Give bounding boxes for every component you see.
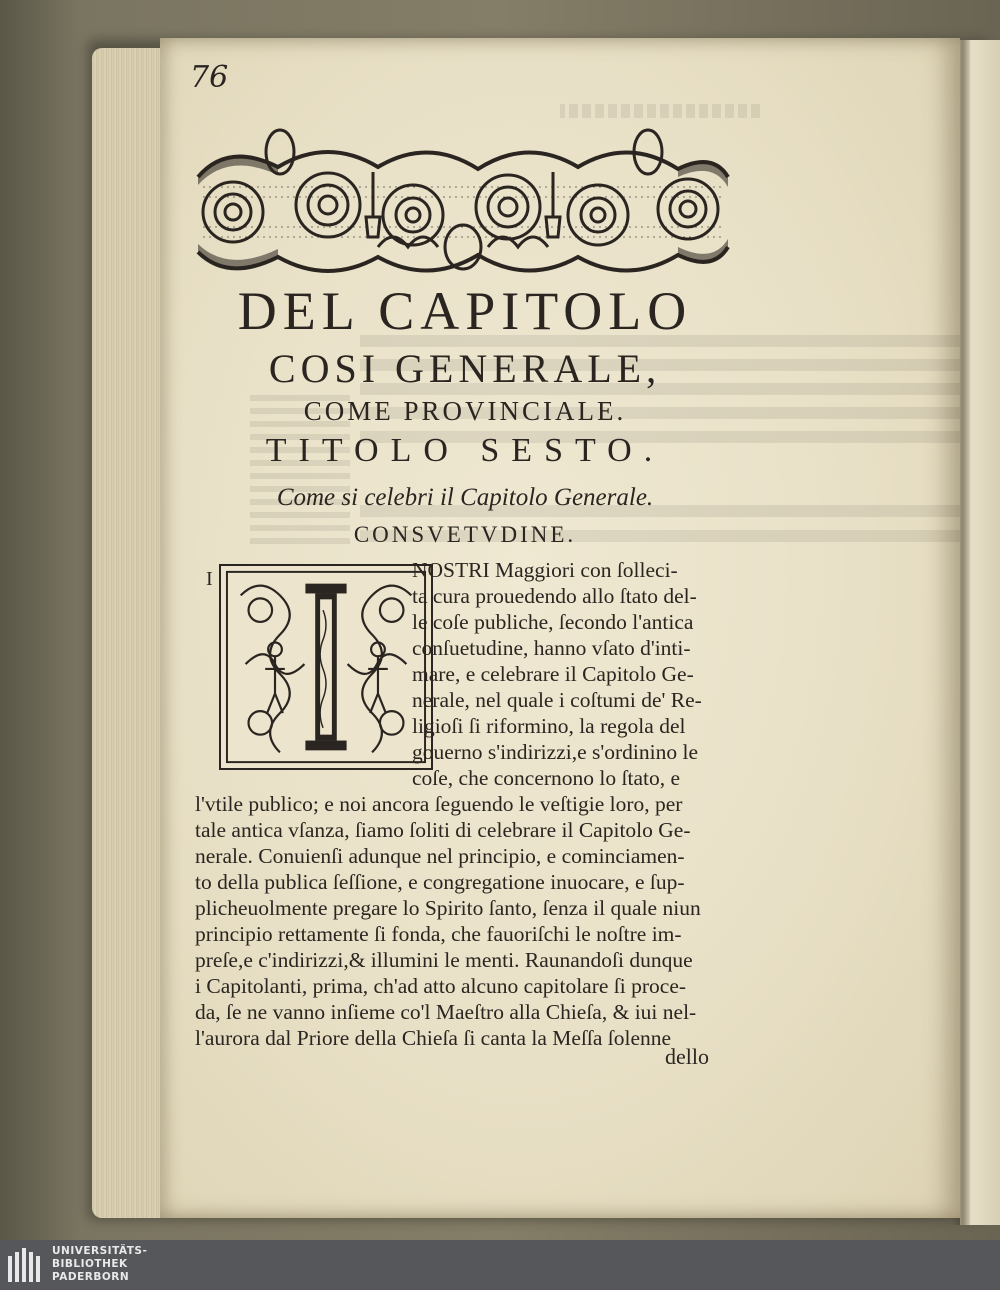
- body-line: nerale. Conuienſi adunque nel principio, e cominciamen-: [195, 844, 685, 868]
- body-line: tale antica vſanza, ſiamo ſoliti di celebrare il Capitolo Ge-: [195, 818, 691, 842]
- paragraph-number: I: [206, 568, 213, 590]
- decorated-initial-I: [219, 564, 433, 770]
- library-name-line-2: BIBLIOTHEK: [52, 1258, 128, 1270]
- body-line: l'aurora dal Priore della Chieſa ſi canta la Meſſa ſolenne: [195, 1026, 672, 1050]
- title-line-2: COSI GENERALE,: [268, 346, 662, 391]
- catchword: dello: [665, 1044, 709, 1069]
- library-name-line-3: PADERBORN: [52, 1271, 130, 1283]
- chapter-subtitle: Come si celebri il Capitolo Generale.: [276, 484, 654, 511]
- page-number: 76: [190, 60, 229, 95]
- body-line: l'vtile publico; e noi ancora ſeguendo le veſtigie loro, per: [195, 792, 683, 816]
- body-line: to della publica ſeſſione, e congregatione inuocare, e ſup-: [195, 870, 685, 894]
- body-line: ta cura prouedendo allo ſtato del-: [412, 584, 697, 608]
- title-line-1: DEL CAPITOLO: [237, 281, 693, 341]
- body-line: le coſe publiche, ſecondo l'antica: [412, 610, 694, 634]
- body-line: conſuetudine, hanno vſato d'inti-: [412, 636, 691, 660]
- body-line: plicheuolmente pregare lo Spirito ſanto, ſenza il quale niun: [195, 896, 701, 920]
- body-line: nerale, nel quale i coſtumi de' Re-: [412, 688, 702, 712]
- body-line: i Capitolanti, prima, ch'ad atto alcuno capitolare ſi proce-: [195, 974, 687, 998]
- library-name: [52, 1245, 147, 1284]
- library-logo-icon: [6, 1246, 42, 1286]
- title-line-4: TITOLO SESTO.: [265, 432, 665, 469]
- library-footer: [0, 1240, 1000, 1290]
- body-line: preſe,e c'indirizzi,& illumini le menti. Raunandoſi dunque: [195, 948, 693, 972]
- body-line: coſe, che concernono lo ſtato, e: [412, 766, 681, 790]
- section-heading: CONSVETVDINE.: [353, 522, 577, 547]
- body-line: principio rettamente ſi fonda, che fauoriſchi le noſtre im-: [195, 922, 682, 946]
- ornamental-headpiece: [188, 97, 738, 287]
- title-line-3: COME PROVINCIALE.: [303, 396, 627, 426]
- body-line: da, ſe ne vanno inſieme co'l Maeſtro alla Chieſa, & iui nel-: [195, 1000, 697, 1024]
- body-line: mare, e celebrare il Capitolo Ge-: [412, 662, 694, 686]
- body-line: NOSTRI Maggiori con ſolleci-: [412, 558, 678, 582]
- library-name-line-1: UNIVERSITÄTS-: [52, 1245, 148, 1257]
- body-line: gouerno s'indirizzi,e s'ordinino le: [412, 740, 698, 764]
- body-line: ligioſi ſi riformino, la regola del: [412, 714, 686, 738]
